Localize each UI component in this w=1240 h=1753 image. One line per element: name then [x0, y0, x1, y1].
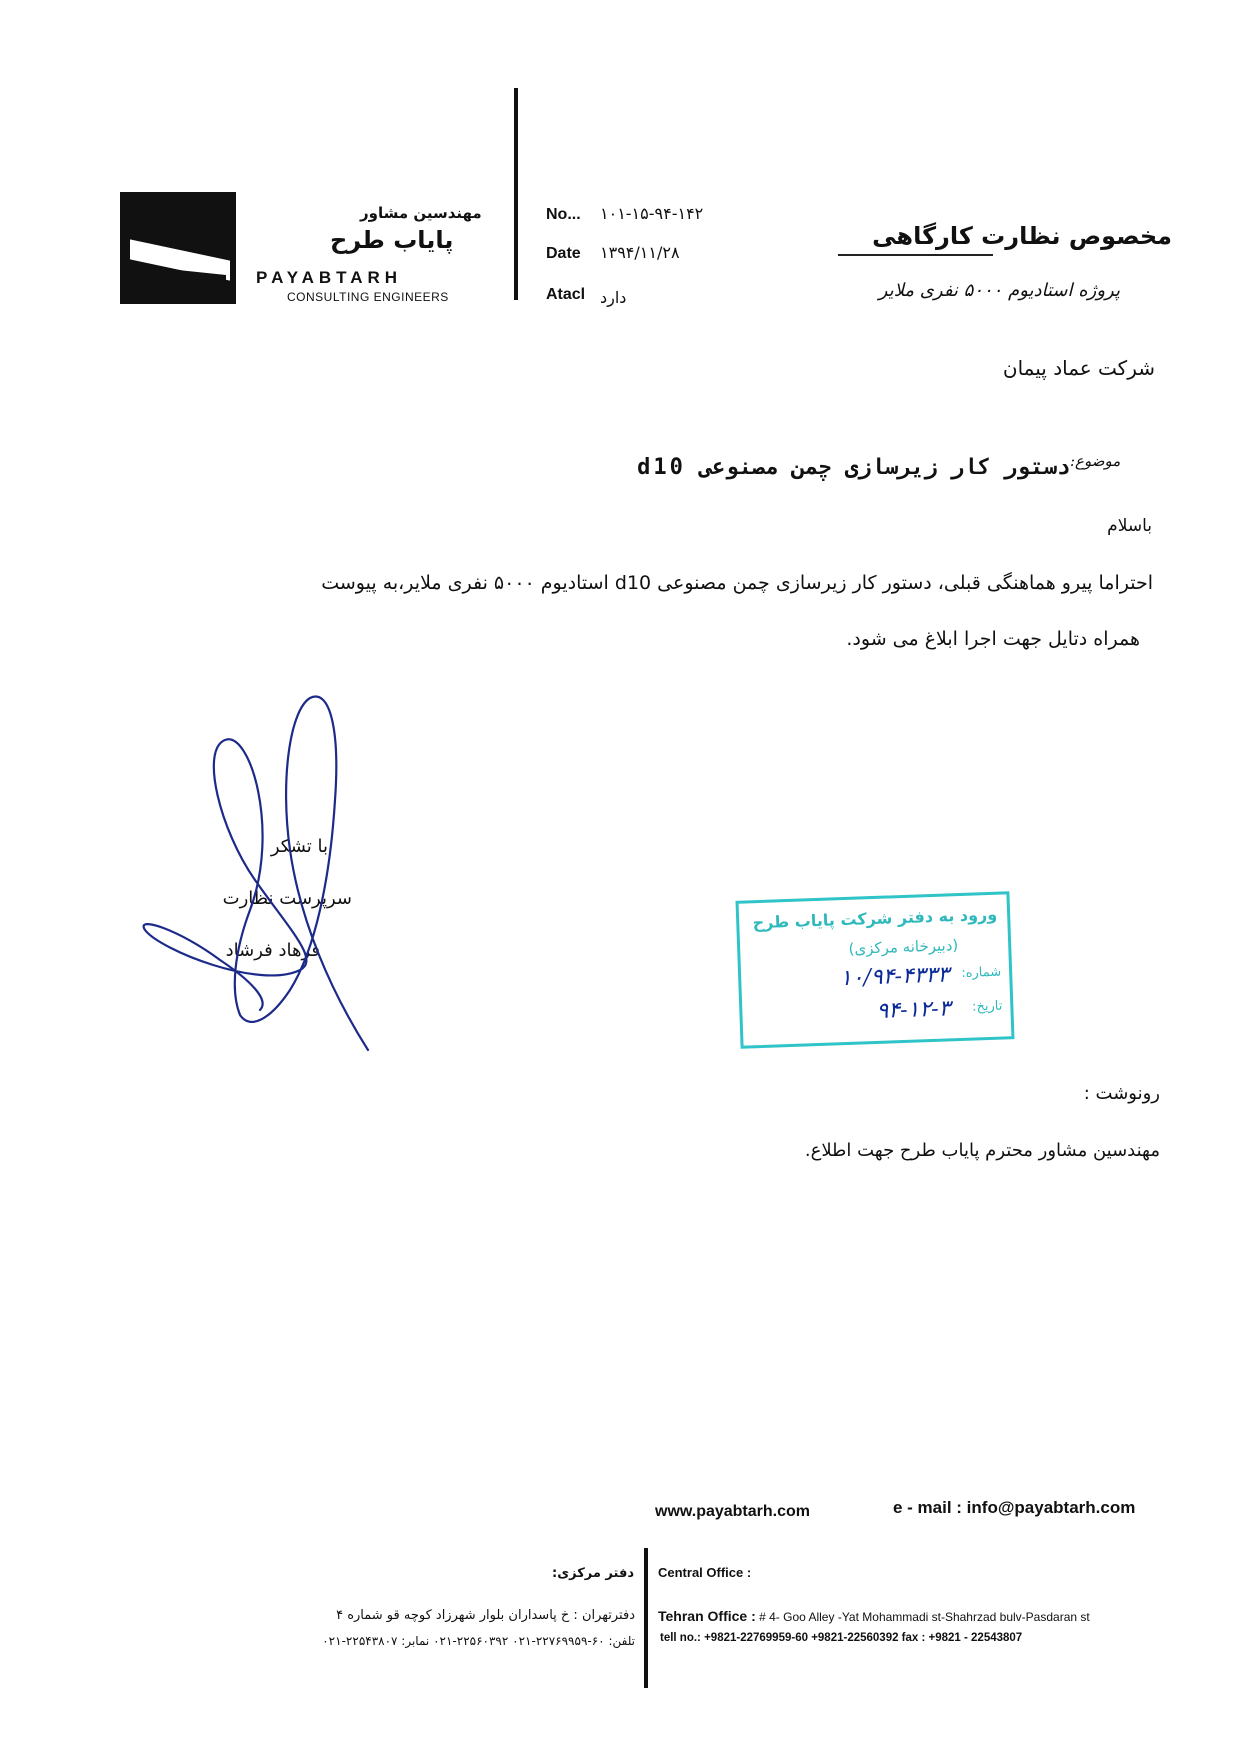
- closing-thanks: با تشکر: [270, 836, 328, 857]
- stamp-date-label: تاریخ:: [971, 998, 1003, 1015]
- footer-divider: [644, 1548, 648, 1688]
- attachment-label: Atacl: [546, 286, 586, 303]
- letter-number-label: No...: [546, 206, 581, 223]
- tehran-office-phone-fa: تلفن: ۶۰-۲۲۷۶۹۹۵۹-۰۲۱ ۲۲۵۶۰۳۹۲-۰۲۱ نمابر: ۲۲۵۴۳۸۰۷-۰۲۱: [322, 1634, 635, 1648]
- footer-website[interactable]: www.payabtarh.com: [655, 1503, 810, 1520]
- tehran-office-label-en: Tehran Office :: [658, 1608, 756, 1624]
- header-divider: [514, 88, 518, 300]
- central-office-label-en: Central Office :: [658, 1565, 752, 1580]
- stamp-line-1: ورود به دفتر شرکت پایاب طرح: [752, 904, 998, 933]
- handwritten-signature: [140, 690, 390, 1060]
- tehran-office-address-en-text: # 4- Goo Alley -Yat Mohammadi st-Shahrzad bulv-Pasdaran st: [759, 1610, 1090, 1624]
- attachment-value: دارد: [600, 288, 627, 307]
- footer-email[interactable]: e - mail : info@payabtarh.com: [893, 1498, 1136, 1517]
- body-paragraph-line-2: همراه دتایل جهت اجرا ابلاغ می شود.: [846, 628, 1140, 650]
- stamp-line-2: (دبیرخانه مرکزی): [848, 936, 959, 958]
- company-logo-mark: [120, 192, 236, 304]
- letter-date-label: Date: [546, 245, 581, 262]
- received-stamp: [736, 891, 1015, 1048]
- logo-persian-name: پایاب طرح: [330, 226, 454, 254]
- cc-text: مهندسین مشاور محترم پایاب طرح جهت اطلاع.: [804, 1140, 1160, 1161]
- subject: دستور کار زیرسازی چمن مصنوعی d10: [637, 455, 1070, 480]
- logo-english-subtitle: CONSULTING ENGINEERS: [287, 290, 449, 304]
- header-title: مخصوص نظارت کارگاهی: [872, 222, 1172, 250]
- recipient: شرکت عماد پیمان: [1002, 356, 1155, 380]
- logo-persian-subtitle: مهندسین مشاور: [360, 204, 482, 222]
- header-title-underline: [838, 254, 993, 256]
- stamp-number-label: شماره:: [961, 964, 1002, 981]
- logo-english-name: PAYABTARH: [256, 268, 403, 287]
- stamp-date: ۹۴-۱۲-۳: [876, 996, 951, 1024]
- letter-date-value: ۱۳۹۴/۱۱/۲۸: [600, 243, 680, 262]
- central-office-label-fa: دفتر مرکزی:: [552, 1566, 634, 1581]
- closing-name: فرهاد فرشاد: [225, 940, 320, 961]
- tehran-office-address-fa: دفترتهران : خ پاسداران بلوار شهرزاد کوچه قو شماره ۴: [336, 1608, 635, 1623]
- stamp-number: ۱۰/۹۴-۴۳۳۳: [839, 962, 950, 992]
- body-paragraph-line-1: احتراما پیرو هماهنگی قبلی، دستور کار زیرسازی چمن مصنوعی d10 استادیوم ۵۰۰۰ نفری ملایر،به پیوست: [321, 572, 1153, 594]
- closing-title: سرپرست نظارت: [222, 888, 352, 909]
- greeting: باسلام: [1107, 516, 1152, 536]
- header-project: پروژه استادیوم ۵۰۰۰ نفری ملایر: [878, 280, 1120, 301]
- cc-label: رونوشت :: [1083, 1083, 1160, 1104]
- tehran-office-phone-en: tell no.: +9821-22769959-60 +9821-22560392 fax : +9821 - 22543807: [660, 1632, 1023, 1644]
- letter-number-value: ۱۰۱-۱۵-۹۴-۱۴۲: [600, 204, 704, 223]
- subject-label: موضوع:: [1070, 452, 1121, 470]
- tehran-office-address-en: [658, 1608, 1090, 1624]
